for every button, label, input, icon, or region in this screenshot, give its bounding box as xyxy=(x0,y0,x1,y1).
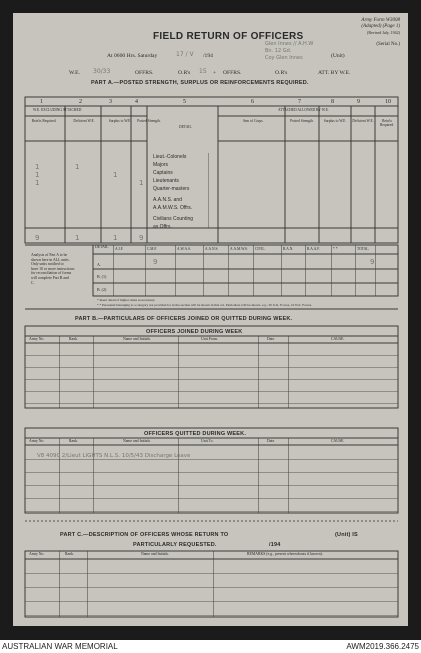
part-a-header: Rein'ts Required. xyxy=(31,119,57,123)
summary-column: R.A.N. xyxy=(283,247,294,251)
we-excluding-attached: W.E. EXCLUDING ATTACHED xyxy=(33,108,82,112)
rule-box xyxy=(93,245,398,296)
ors-label: O.R's xyxy=(178,70,191,76)
plus-sign: + xyxy=(213,70,217,76)
column-number: 7 xyxy=(298,99,301,105)
analysis-line: have 10 or more instructions xyxy=(31,266,75,271)
column-number: 3 xyxy=(109,99,112,105)
rank-lieut-colonels: Lieut.-Colonels xyxy=(153,154,187,160)
year-label: /194 xyxy=(203,53,213,59)
quitted-column: CAUSE. xyxy=(331,439,345,443)
summary-detail-header: DETAIL xyxy=(95,245,109,249)
rank-majors: Majors xyxy=(153,162,169,168)
we-handwriting: 30/33 xyxy=(93,68,111,75)
pencil-mark: 1 xyxy=(35,163,40,171)
detail-header: DETAIL xyxy=(179,125,192,129)
form-paper xyxy=(13,13,408,626)
part-a-header: Arm of Corps. xyxy=(242,119,264,123)
unit-handwriting-2: Bn. 12 Gd. xyxy=(265,48,292,54)
rank-civilians: Civilians Counting xyxy=(153,216,194,222)
analysis-line: will complete Part B and xyxy=(31,275,69,280)
column-number: 4 xyxy=(135,99,138,105)
part-c-heading: PART C.—DESCRIPTION OF OFFICERS WHOSE RETURN TO xyxy=(60,532,229,538)
summary-total-pencil: 9 xyxy=(370,258,375,266)
offrs-label-2: OFFRS. xyxy=(223,70,242,76)
summary-column: A.A.M.W.S. xyxy=(230,247,248,251)
quitted-column: Unit To. xyxy=(201,439,214,443)
footer-bar xyxy=(0,640,421,653)
column-number: 6 xyxy=(251,99,254,105)
part-c-year: /194 xyxy=(269,542,281,548)
analysis-note xyxy=(31,253,74,285)
summary-column: * * xyxy=(333,247,338,251)
rank-list xyxy=(153,153,193,231)
rank-as-offrs: as Offrs. xyxy=(153,224,172,230)
part-a-header: Posted Strength. xyxy=(290,119,314,123)
army-form-revised: (Revised July, 1942) xyxy=(367,30,400,35)
rule-box xyxy=(25,551,398,617)
summary-pencil: 9 xyxy=(153,258,158,266)
quitted-column: Rank. xyxy=(69,439,78,443)
att-label: ATT. BY W.E. xyxy=(318,70,351,76)
joined-column: Rank. xyxy=(69,337,78,341)
analysis-line: Analysis of Part A to be xyxy=(31,253,68,257)
column-number: 8 xyxy=(331,99,334,105)
summary-column: A.W.A.S. xyxy=(177,247,191,251)
column-number: 5 xyxy=(183,99,186,105)
part-c-column: Rank. xyxy=(65,552,74,556)
part-a-header: Deficient W.E. xyxy=(73,119,95,123)
column-number: 10 xyxy=(385,99,391,105)
quitted-column: Date. xyxy=(267,439,276,443)
part-a-header: Surplus to W.E. xyxy=(108,119,132,123)
unit-handwriting-1: Glen Innes // A.H.W xyxy=(265,41,314,47)
summary-column: TOTAL. xyxy=(357,247,370,251)
total-pencil: 1 xyxy=(75,234,80,242)
rank-lieutenants: Lieutenants xyxy=(153,178,179,184)
analysis-line: shown here in ALL units. xyxy=(31,257,70,262)
quitted-column: Army No. xyxy=(29,439,45,443)
serial-label: (Serial No.) xyxy=(376,42,400,47)
part-a-heading: PART A.—POSTED STRENGTH, SURPLUS OR REINFORCEMENTS REQUIRED. xyxy=(91,80,309,86)
total-pencil: 9 xyxy=(35,234,40,242)
column-number: 9 xyxy=(357,99,360,105)
note-category: * * Personnel belonging to a category not provided for in the section will be shown in this col. Particulars will be shown, e.g., 50 U.K. Forces, 10 N.Z. Forces. xyxy=(97,303,313,307)
army-form-number: Army Form W3008 xyxy=(361,18,400,23)
pencil-mark: 1 xyxy=(35,179,40,187)
total-pencil: 9 xyxy=(139,234,144,242)
part-c-heading-2: PARTICULARLY REQUESTED. xyxy=(133,542,217,548)
summary-column: CIVIL. xyxy=(255,247,266,251)
form-title: FIELD RETURN OF OFFICERS xyxy=(153,31,304,42)
part-a-header: Posted Strength. xyxy=(137,119,161,123)
rank-quarter-masters: Quarter-masters xyxy=(153,186,190,192)
joined-title: OFFICERS JOINED DURING WEEK xyxy=(146,329,243,335)
joined-column: Date. xyxy=(267,337,276,341)
joined-column: CAUSE. xyxy=(331,337,345,341)
part-c-unit: (Unit) IS xyxy=(335,532,358,538)
part-c-column: Name and Initials. xyxy=(141,552,169,556)
offrs-handwriting: 15 xyxy=(199,68,207,75)
joined-column: Unit From. xyxy=(201,337,218,341)
joined-column: Name and Initials. xyxy=(123,337,151,341)
rank-aamws: A.A.M.W.S. Offrs. xyxy=(153,205,193,211)
analysis-line: Only units notified to xyxy=(31,262,64,267)
part-a-header: Rein'ts Required. xyxy=(379,119,395,127)
footer-accession: AWM2019.366.2475 xyxy=(346,642,419,651)
analysis-line: C. xyxy=(31,280,35,285)
pencil-mark: 1 xyxy=(113,171,118,179)
joined-column: Army No. xyxy=(29,337,45,341)
army-form-adapted: (Adapted) (Page 1) xyxy=(361,24,400,29)
quitted-title: OFFICERS QUITTED DURING WEEK. xyxy=(144,431,247,437)
unit-label: (Unit) xyxy=(331,53,345,59)
summary-column: A.A.N.S. xyxy=(205,247,219,251)
part-a-header: Deficient W.E. xyxy=(352,119,374,123)
we-label: W.E. xyxy=(69,70,80,76)
attached-allowed: ATTACHED ALLOWED BY W.E. xyxy=(278,108,329,112)
summary-row-b2: B. (2) xyxy=(97,287,107,292)
unit-handwriting-3: Coy Glen Innes xyxy=(265,55,303,61)
summary-column: R.A.A.F. xyxy=(307,247,320,251)
summary-row-a: A. xyxy=(97,262,101,267)
footer-source: AUSTRALIAN WAR MEMORIAL xyxy=(2,642,118,651)
total-pencil: 1 xyxy=(113,234,118,242)
quitted-column: Name and Initials. xyxy=(123,439,151,443)
part-c-column: Army No. xyxy=(29,552,45,556)
ors-label-2: O.R's xyxy=(275,70,288,76)
column-number: 1 xyxy=(40,99,43,105)
column-number: 2 xyxy=(79,99,82,105)
summary-row-b1: B. (1) xyxy=(97,274,107,279)
pencil-mark: 1 xyxy=(139,179,144,187)
quitted-row-pencil: V8 4090 2/Lieut LIGHTS N.L.S. 10/5/43 Discharge Leave xyxy=(37,453,191,459)
part-c-column: REMARKS (e.g., present whereabouts if known). xyxy=(247,552,323,556)
rank-captains: Captains xyxy=(153,170,173,176)
date-handwriting: 17 / V xyxy=(176,51,194,58)
summary-column: C.M.F. xyxy=(147,247,157,251)
analysis-line: for reconciliation of forms xyxy=(31,271,72,276)
part-a-header: Surplus to W.E. xyxy=(323,119,347,123)
pencil-mark: 1 xyxy=(75,163,80,171)
offrs-label: OFFRS. xyxy=(135,70,154,76)
summary-column: A.I.F. xyxy=(115,247,124,251)
part-b-heading: PART B.—PARTICULARS OF OFFICERS JOINED OR QUITTED DURING WEEK. xyxy=(75,316,293,322)
rank-aans: A.A.N.S. and xyxy=(153,197,182,203)
note-higher-ranks: * Insert detail of higher ranks as necessary. xyxy=(97,298,156,302)
hours-line: At 0600 Hrs. Saturday xyxy=(107,53,158,59)
pencil-mark: 1 xyxy=(35,171,40,179)
